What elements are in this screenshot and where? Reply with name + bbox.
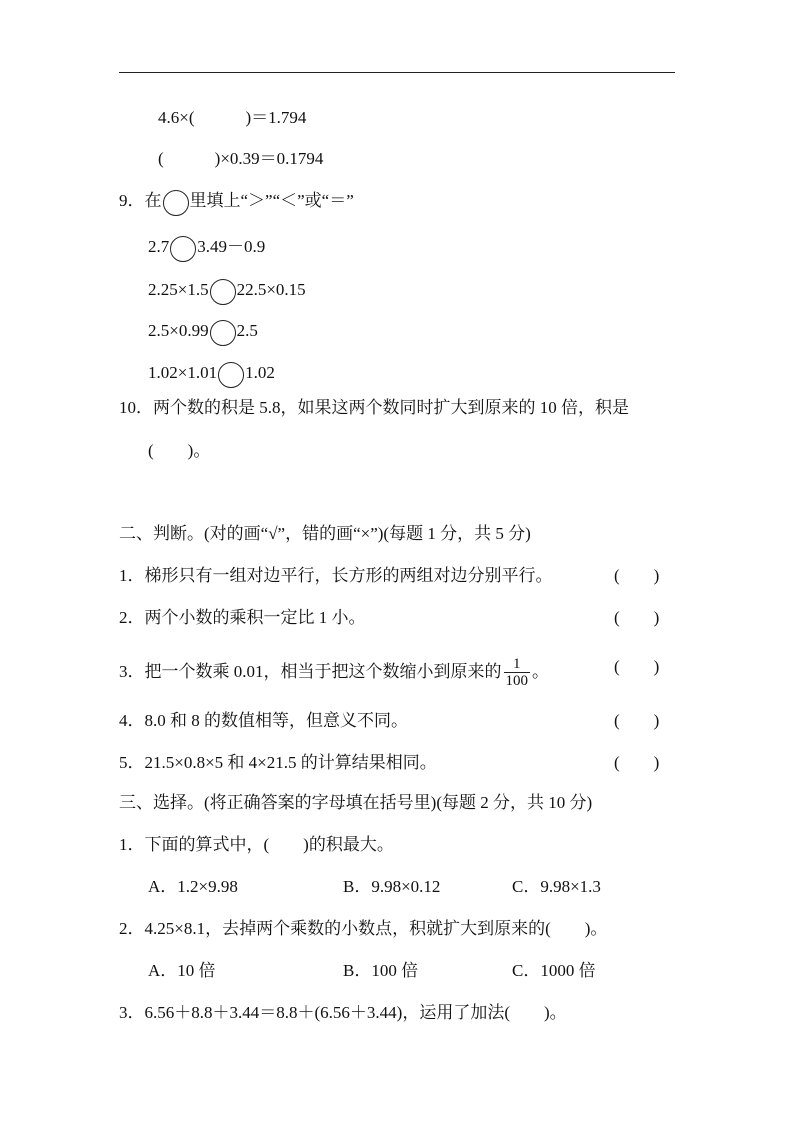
q9-item-1-right: 3.49－0.9 [197, 237, 266, 256]
fraction [504, 656, 531, 690]
section3-title: 三、选择。(将正确答案的字母填在括号里)(每题 2 分，共 10 分) [119, 793, 593, 812]
fraction-numerator: 1 [504, 656, 531, 673]
q9-stem-post: 里填上“＞”“＜”或“＝” [189, 191, 354, 210]
section2-title: 二、判断。(对的画“√”，错的画“×”)(每题 1 分，共 5 分) [119, 524, 531, 543]
compare-circle-icon[interactable] [210, 320, 236, 346]
judge-answer-2[interactable]: ( ) [614, 608, 660, 627]
judge-item-4: 4．8.0 和 8 的数值相等，但意义不同。 [119, 711, 408, 730]
choice-q1-option-a[interactable]: A．1.2×9.98 [148, 877, 238, 896]
choice-q1-option-c[interactable]: C．9.98×1.3 [512, 877, 601, 896]
judge-answer-1[interactable]: ( ) [614, 566, 660, 585]
judge-answer-5[interactable]: ( ) [614, 753, 660, 772]
choice-q1-option-b[interactable]: B．9.98×0.12 [343, 877, 441, 896]
judge-answer-3[interactable]: ( ) [614, 657, 660, 676]
judge-item-1: 1．梯形只有一组对边平行，长方形的两组对边分别平行。 [119, 566, 553, 585]
q9-item-1 [148, 236, 265, 262]
top-rule [119, 72, 675, 73]
choice-q2-option-c[interactable]: C．1000 倍 [512, 961, 596, 980]
compare-circle-icon[interactable] [218, 362, 244, 388]
choice-q2-stem: 2．4.25×8.1，去掉两个乘数的小数点，积就扩大到原来的( )。 [119, 919, 608, 938]
judge-item-2: 2．两个小数的乘积一定比 1 小。 [119, 608, 366, 627]
q9-stem-pre: 9．在 [119, 191, 162, 210]
q9-item-2-right: 22.5×0.15 [236, 280, 306, 299]
judge-answer-4[interactable]: ( ) [614, 711, 660, 730]
choice-q3-stem: 3．6.56＋8.8＋3.44＝8.8＋(6.56＋3.44)，运用了加法( )。 [119, 1003, 567, 1022]
q10-line-2: ( )。 [148, 441, 211, 460]
fraction-denominator: 100 [505, 673, 528, 689]
compare-circle-icon[interactable] [210, 279, 236, 305]
q10-line-1: 10．两个数的积是 5.8，如果这两个数同时扩大到原来的 10 倍，积是 [119, 398, 629, 417]
judge-item-3 [119, 656, 549, 690]
judge-item-5: 5．21.5×0.8×5 和 4×21.5 的计算结果相同。 [119, 753, 437, 772]
choice-q2-option-a[interactable]: A．10 倍 [148, 961, 216, 980]
q9-item-4 [148, 362, 275, 388]
q9-item-3 [148, 320, 258, 346]
q9-item-3-left: 2.5×0.99 [148, 321, 209, 340]
fill-line-1: 4.6×( )＝1.794 [158, 108, 307, 127]
q9-item-3-right: 2.5 [236, 321, 258, 340]
judge-item-3-text: 3．把一个数乘 0.01，相当于把这个数缩小到原来的 [119, 661, 502, 681]
compare-circle-icon[interactable] [170, 236, 196, 262]
choice-q2-option-b[interactable]: B．100 倍 [343, 961, 419, 980]
q9-item-1-left: 2.7 [148, 237, 170, 256]
q9-stem [119, 190, 354, 216]
q9-item-4-left: 1.02×1.01 [148, 363, 218, 382]
compare-circle-icon [163, 190, 189, 216]
q9-item-4-right: 1.02 [245, 363, 275, 382]
q9-item-2-left: 2.25×1.5 [148, 280, 209, 299]
choice-q1-stem: 1．下面的算式中，( )的积最大。 [119, 835, 394, 854]
fill-line-2: ( )×0.39＝0.1794 [158, 149, 324, 168]
judge-item-3-end: 。 [532, 661, 549, 681]
q9-item-2 [148, 279, 306, 305]
